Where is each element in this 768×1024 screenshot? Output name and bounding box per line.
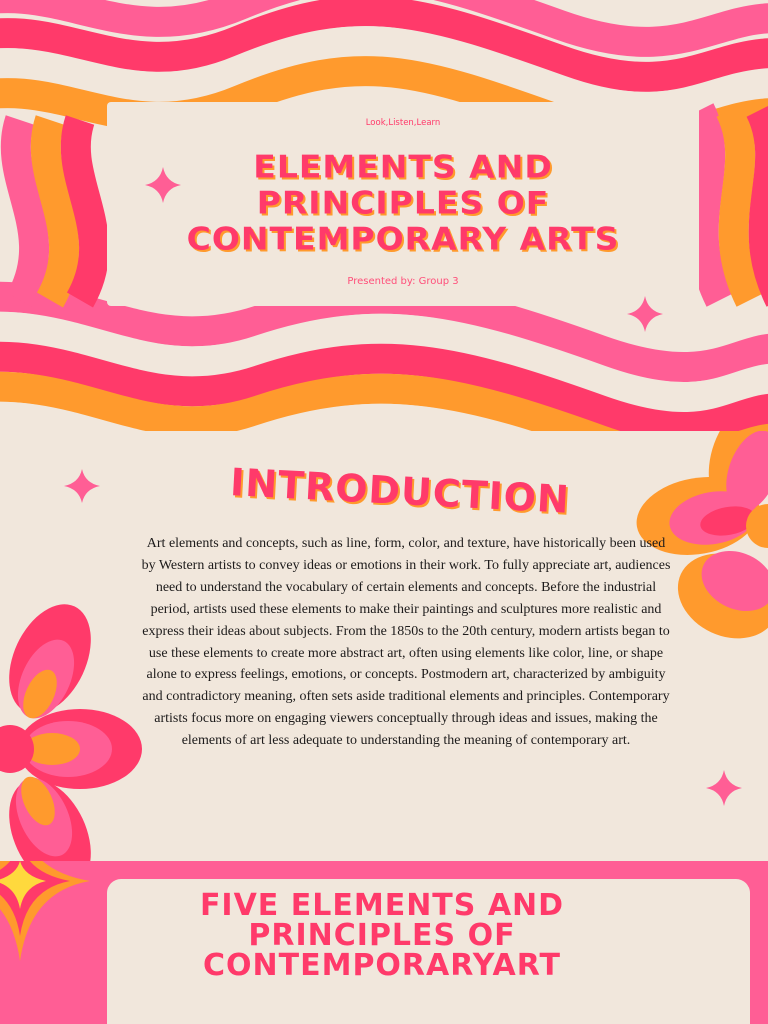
introduction-heading: INTRODUCTION	[229, 460, 571, 522]
five-elements-title	[107, 888, 657, 983]
sparkle-icon	[64, 469, 100, 503]
sparkle-icon	[706, 770, 742, 806]
title-line: PRINCIPLES OF	[248, 918, 516, 953]
five-elements-slide	[0, 861, 768, 1024]
introduction-body: Art elements and concepts, such as line, form, color, and texture, have historically been used by Western artists to convey ideas or emotions in their work. To fully appreciate art, audiences need to understand the vocabulary of certain elements and concepts. Before the industrial period, artists used these elements to make their paintings and sculptures more realistic and express their ideas about subjects. From the 1850s to the 20th century, modern artists began to use these elements to create more abstract art, often using elements like color, line, or shape alone to express feelings, emotions, or concepts. Postmodern art, characterized by ambiguity and contradictory meaning, often sets aside traditional elements and principles. Contemporary artists focus more on engaging viewers conceptually through ideas and issues, making the elements of art less adequate to understanding the meaning of contemporary art.	[141, 536, 671, 749]
title-line: PRINCIPLES OF	[256, 184, 550, 222]
decorative-stars	[0, 0, 768, 431]
presented-by: Presented by: Group 3	[347, 276, 459, 287]
title-line: CONTEMPORARYART	[203, 948, 561, 983]
title-line: CONTEMPORARY ARTS	[186, 220, 620, 258]
title-line: ELEMENTS AND	[253, 147, 553, 185]
title-slide	[0, 0, 768, 431]
sparkle-icon	[627, 296, 663, 332]
tagline: Look,Listen,Learn	[365, 118, 441, 128]
introduction-slide	[0, 431, 768, 861]
sparkle-icon	[145, 167, 181, 203]
flower-icon	[0, 591, 142, 861]
title-line: FIVE ELEMENTS AND	[199, 888, 565, 923]
